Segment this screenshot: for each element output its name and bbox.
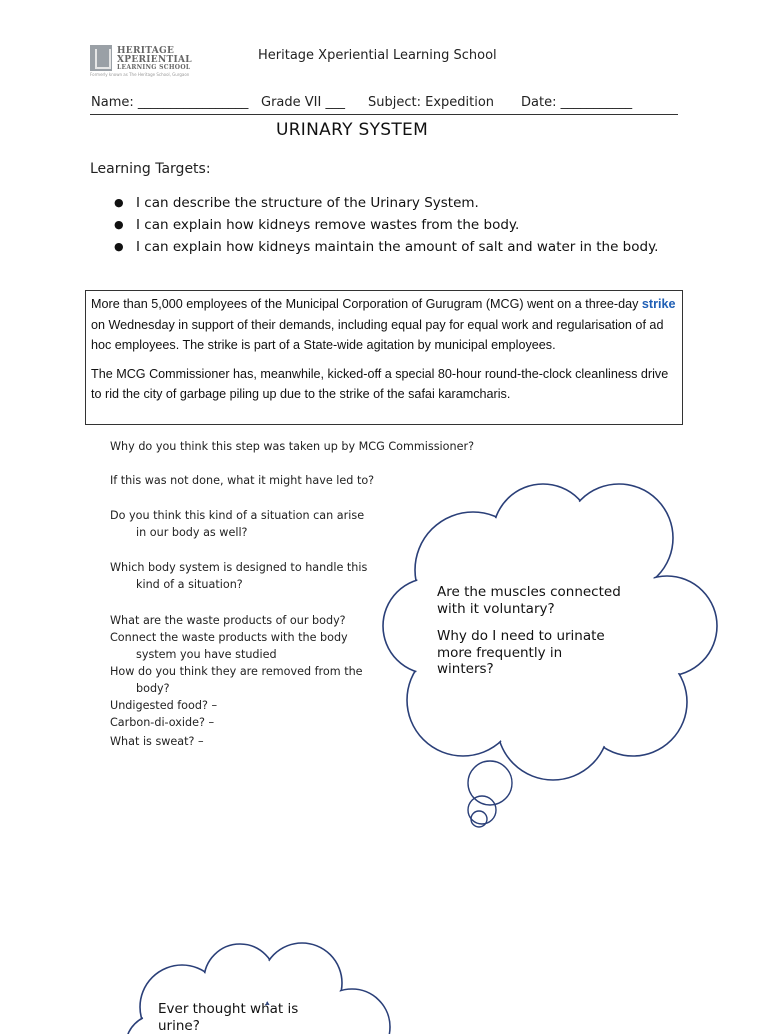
cloud-question-3 [158, 1001, 298, 1034]
logo-text-line2: XPERIENTIAL [117, 55, 192, 65]
cloud-text-line: winters? [437, 661, 605, 678]
question-7 [110, 663, 363, 697]
learning-target-item: ● I can explain how kidneys maintain the amount of salt and water in the body. [112, 237, 658, 259]
name-field: Name: _________________ [91, 95, 248, 110]
question-line: Connect the waste products with the body [110, 631, 348, 644]
page-title: URINARY SYSTEM [0, 120, 704, 140]
cloud-text-line: urine? [158, 1018, 298, 1034]
cloud-text-line: more frequently in [437, 645, 605, 662]
question-line: Which body system is designed to handle this [110, 561, 367, 574]
learning-targets-list [112, 193, 658, 259]
question-line: body? [110, 680, 363, 697]
question-2: If this was not done, what it might have led to? [110, 472, 374, 489]
date-field: Date: ___________ [521, 95, 632, 110]
question-9: Carbon-di-oxide? – [110, 714, 214, 731]
logo-text-line3: LEARNING SCHOOL [117, 64, 190, 71]
logo-text-line1: HERITAGE [117, 46, 174, 56]
question-10: What is sweat? – [110, 733, 204, 750]
school-logo [90, 45, 190, 77]
cloud-text-line: Why do I need to urinate [437, 628, 605, 645]
learning-target-item: ● I can explain how kidneys remove wastes from the body. [112, 215, 658, 237]
learning-target-item: ● I can describe the structure of the Urinary System. [112, 193, 658, 215]
learning-targets-heading: Learning Targets: [90, 161, 211, 177]
news-paragraph-2: The MCG Commissioner has, meanwhile, kicked-off a special 80-hour round-the-clock cleanliness drive to rid the city of garbage piling up due to the strike of the safai karamcharis. [91, 364, 677, 405]
question-5: What are the waste products of our body? [110, 612, 346, 629]
school-name: Heritage Xperiential Learning School [258, 48, 497, 63]
grade-field: Grade VII ___ [261, 95, 345, 110]
news-text: on Wednesday in support of their demands, including equal pay for equal work and regularisation of ad hoc employees. The strike is part of a State-wide agitation by municipal employees. [91, 318, 663, 353]
question-1: Why do you think this step was taken up by MCG Commissioner? [110, 438, 474, 455]
question-6 [110, 629, 348, 663]
question-line: in our body as well? [110, 524, 364, 541]
question-3 [110, 507, 364, 541]
strike-link[interactable]: strike [642, 297, 676, 311]
header-divider [90, 114, 678, 115]
cloud-text-line: Are the muscles connected [437, 584, 621, 601]
question-8: Undigested food? – [110, 697, 217, 714]
cloud-question-2 [437, 628, 605, 678]
question-line: kind of a situation? [110, 576, 367, 593]
news-excerpt-box [85, 290, 683, 425]
question-line: How do you think they are removed from the [110, 665, 363, 678]
news-text: More than 5,000 employees of the Municipal Corporation of Gurugram (MCG) went on a three-day [91, 297, 642, 311]
logo-tagline: Formerly known as The Heritage School, Gurgaon [90, 72, 189, 77]
subject-field: Subject: Expedition [368, 95, 494, 110]
logo-emblem-icon [90, 45, 112, 71]
cloud-text-line: with it voluntary? [437, 601, 621, 618]
news-paragraph-1 [91, 294, 677, 356]
question-4 [110, 559, 367, 593]
question-line: system you have studied [110, 646, 348, 663]
question-line: Do you think this kind of a situation can arise [110, 509, 364, 522]
cloud-text-line: Ever thought what is [158, 1001, 298, 1018]
cloud-question-1 [437, 584, 621, 617]
